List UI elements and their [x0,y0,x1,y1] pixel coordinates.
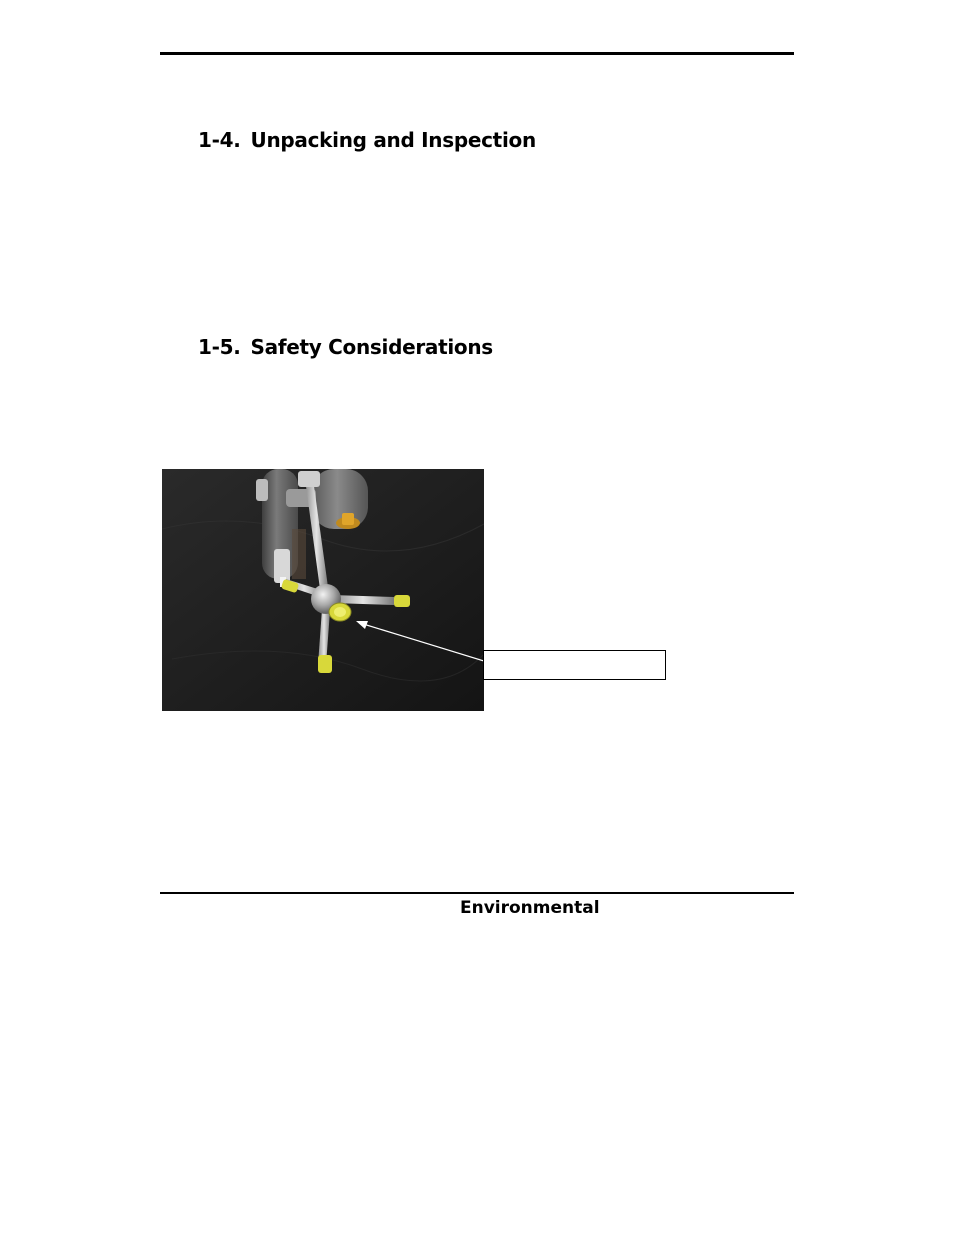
section-title: Unpacking and Inspection [250,128,536,152]
section-heading-safety [198,335,493,359]
header-rule [160,52,794,55]
footer-text: Environmental [460,898,600,918]
section-number: 1-5. [198,335,241,359]
footer-rule [160,892,794,894]
section-number: 1-4. [198,128,241,152]
probe-photo [162,469,484,711]
section-heading-unpacking [198,128,536,152]
callout-label-box [483,650,666,680]
section-title: Safety Considerations [250,335,493,359]
